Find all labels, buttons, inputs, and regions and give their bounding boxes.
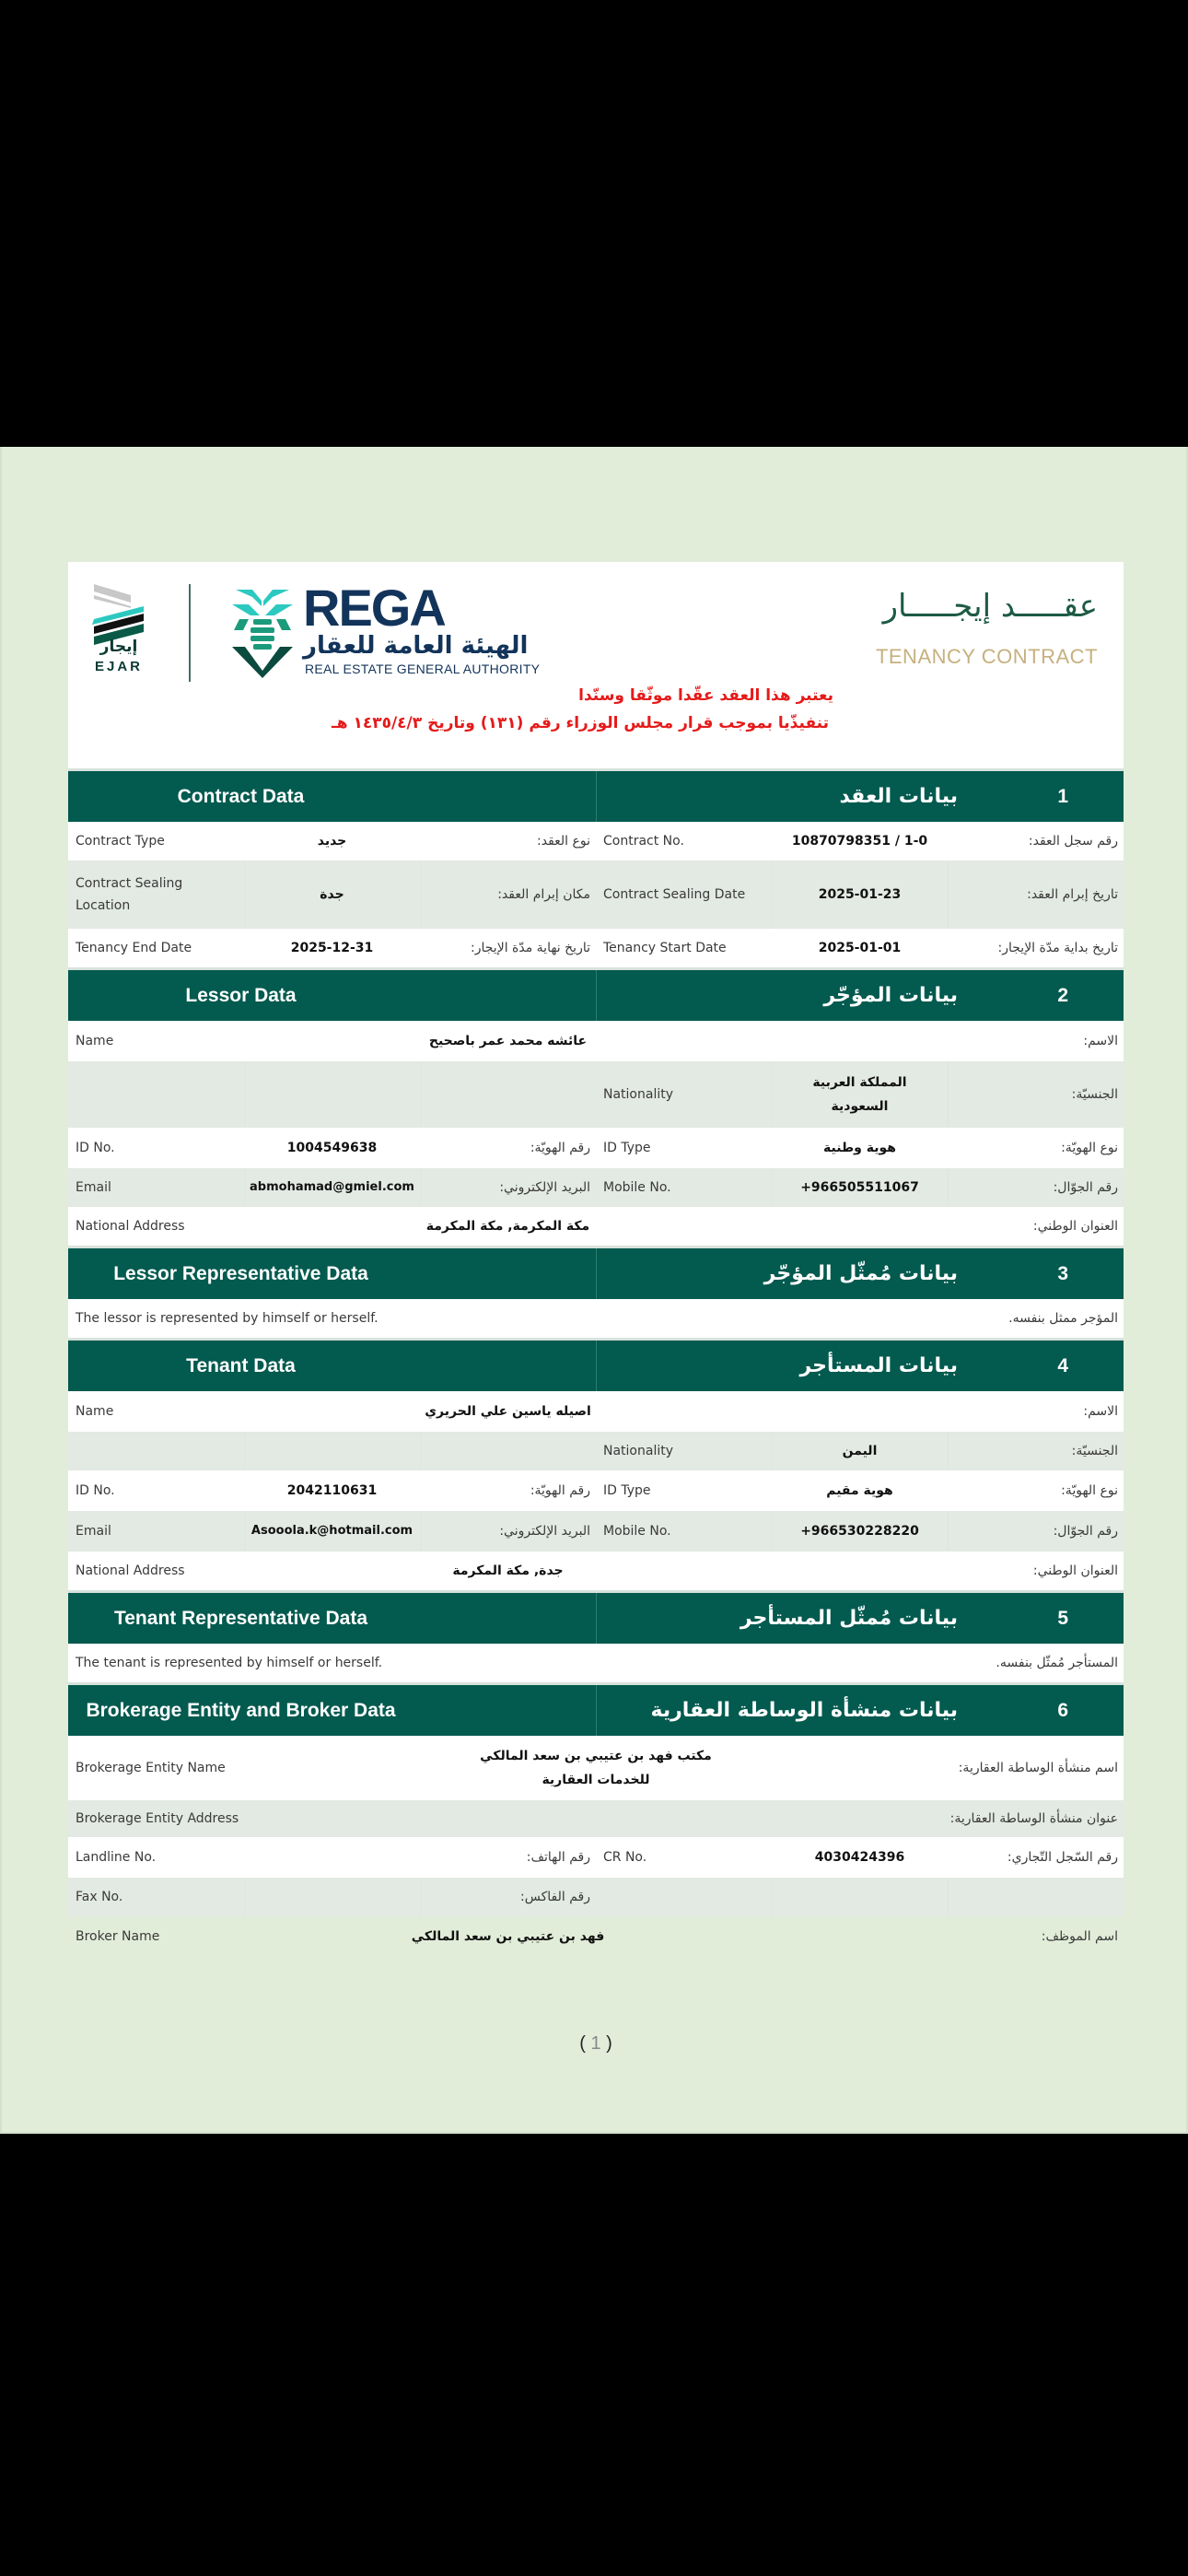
lessor-id-type-value: هوية وطنية [823, 1141, 896, 1155]
label-ar: رقم الجوّال: [1053, 1180, 1118, 1195]
label-ar: رقم الجوّال: [1053, 1524, 1118, 1539]
tenant-email-value: Asooola.k@hotmail.com [250, 1524, 413, 1538]
broker-name-value: فهد بن عتيبي بن سعد المالكي [411, 1929, 605, 1944]
lessor-rep-text-en: The lessor is represented by himself or herself. [76, 1311, 379, 1326]
lessor-address-value: مكة المكرمة, مكة المكرمة [425, 1219, 590, 1234]
label-en: ID Type [603, 1141, 651, 1155]
label-ar: رقم الهويّة: [530, 1141, 590, 1155]
table-row [68, 1800, 1124, 1837]
label-en: Tenancy End Date [76, 941, 192, 955]
table-row [68, 1299, 1124, 1338]
section-header-tenant [68, 1338, 1124, 1391]
label-ar: رقم الهويّة: [530, 1483, 590, 1498]
label-ar: تاريخ نهاية مدّة الإيجار: [471, 941, 590, 955]
page-number-open: ( [579, 2033, 586, 2054]
sealing-date-value: 2025-01-23 [818, 887, 902, 902]
header-divider [596, 1341, 597, 1391]
page-number [2, 2033, 1188, 2055]
label-ar: البريد الإلكتروني: [499, 1180, 590, 1195]
section-title-ar: بيانات المؤجّر [823, 984, 958, 1007]
label-ar: اسم منشأة الوساطة العقارية: [958, 1761, 1118, 1775]
brokerage-entity-address-value [244, 1800, 772, 1837]
label-ar: الاسم: [1083, 1034, 1118, 1048]
label-en: ID No. [76, 1141, 115, 1155]
label-ar: نوع الهويّة: [1061, 1141, 1118, 1155]
label-en: Mobile No. [603, 1180, 671, 1195]
label-ar: الجنسيّة: [1071, 1087, 1118, 1102]
document-page [0, 447, 1188, 2134]
label-ar: مكان إبرام العقد: [497, 887, 590, 902]
label-ar: اسم الموظف: [1041, 1929, 1118, 1944]
table-row [68, 1511, 1124, 1551]
cr-no-value: 4030424396 [814, 1850, 905, 1865]
label-en: Broker Name [76, 1929, 160, 1944]
fax-value [244, 1878, 420, 1916]
table-row [68, 1837, 1124, 1878]
label-en: Contract Sealing Location [76, 876, 183, 913]
document-title-ar: عقـــــد إيجـــــار [882, 588, 1098, 625]
column-divider [420, 1432, 421, 1470]
section-number: 2 [1057, 985, 1068, 1006]
table-row [68, 1551, 1124, 1590]
label-en: Contract No. [603, 834, 684, 849]
label-ar: الاسم: [1083, 1404, 1118, 1419]
section-title-ar: بيانات مُمثّل المستأجر [740, 1607, 958, 1630]
label-ar: العنوان الوطني: [1032, 1563, 1118, 1578]
label-ar: رقم الهاتف: [526, 1850, 590, 1865]
table-row [68, 1432, 1124, 1470]
label-ar: نوع الهويّة: [1061, 1483, 1118, 1498]
label-ar: عنوان منشأة الوساطة العقارية: [949, 1811, 1118, 1826]
rega-palm-logo-icon [230, 586, 295, 678]
section-header-contract [68, 768, 1124, 822]
label-en: CR No. [603, 1850, 647, 1865]
label-ar: رقم سجل العقد: [1028, 834, 1118, 849]
tenant-rep-text-ar: المستأجر مُمثّل بنفسه. [996, 1656, 1118, 1670]
label-ar: رقم الفاكس: [520, 1890, 590, 1904]
section-title-ar: بيانات المستأجر [799, 1354, 958, 1377]
lessor-id-no-value: 1004549638 [286, 1141, 378, 1155]
table-row [68, 929, 1124, 967]
lessor-mobile-value: +966505511067 [800, 1180, 919, 1195]
header-divider [596, 1593, 597, 1644]
label-en: Nationality [603, 1087, 674, 1102]
start-date-value: 2025-01-01 [818, 941, 902, 955]
table-row [68, 1470, 1124, 1511]
section-header-lessor-rep [68, 1246, 1124, 1299]
table-row [68, 1878, 1124, 1916]
table-row [68, 1168, 1124, 1207]
header-divider [596, 771, 597, 822]
contract-card [68, 562, 1124, 1944]
section-number: 5 [1057, 1608, 1068, 1629]
landline-value [244, 1837, 420, 1878]
end-date-value: 2025-12-31 [290, 941, 374, 955]
logo-divider [189, 584, 191, 682]
table-row [68, 1391, 1124, 1432]
section-number: 3 [1057, 1263, 1068, 1284]
brokerage-entity-name-value: مكتب فهد بن عتيبي بن سعد المالكي للخدمات العقارية [480, 1749, 712, 1787]
label-ar: رقم السّجل التّجاري: [1007, 1850, 1118, 1865]
section-title-en: Lessor Data [185, 985, 297, 1006]
lessor-nationality-value: المملكة العربية السعودية [812, 1075, 907, 1114]
label-en: Brokerage Entity Name [76, 1761, 226, 1775]
tenant-rep-text-en: The tenant is represented by himself or herself. [76, 1656, 383, 1670]
section-number: 4 [1057, 1355, 1068, 1376]
lessor-rep-text-ar: المؤجر ممثل بنفسه. [1008, 1311, 1118, 1326]
ejar-logo-ar: إيجار [99, 638, 138, 656]
lessor-name-value: عائشه محمد عمر باصحيح [428, 1034, 588, 1048]
table-row [68, 1061, 1124, 1128]
section-title-en: Contract Data [177, 786, 305, 807]
table-row [68, 1916, 1124, 1957]
section-title-en: Lessor Representative Data [113, 1263, 368, 1284]
label-en: Name [76, 1034, 114, 1048]
table-row [68, 861, 1124, 929]
tenant-id-no-value: 2042110631 [286, 1483, 378, 1498]
label-en: Name [76, 1404, 114, 1419]
label-en: Contract Sealing Date [603, 887, 746, 902]
rega-logo-en: REAL ESTATE GENERAL AUTHORITY [305, 662, 541, 676]
table-row [68, 1644, 1124, 1682]
column-divider [244, 1061, 245, 1128]
label-ar: الجنسيّة: [1071, 1444, 1118, 1458]
section-header-brokerage [68, 1682, 1124, 1736]
label-en: Landline No. [76, 1850, 157, 1865]
table-row [68, 1021, 1124, 1061]
header-divider [596, 1248, 597, 1299]
tenant-name-value: اصيله ياسين علي الحريري [425, 1404, 591, 1419]
tenant-nationality-value: اليمن [842, 1444, 878, 1458]
label-en: ID No. [76, 1483, 115, 1498]
label-en: National Address [76, 1219, 185, 1234]
table-row [68, 822, 1124, 861]
label-ar: تاريخ بداية مدّة الإيجار: [997, 941, 1118, 955]
rega-logo-ar: الهيئة العامة للعقار [303, 632, 529, 660]
rega-logo-name: REGA [303, 579, 445, 637]
label-en: Brokerage Entity Address [76, 1811, 239, 1826]
section-title-ar: بيانات منشأة الوساطة العقارية [650, 1699, 958, 1722]
sealing-location-value: جدة [320, 887, 344, 902]
column-divider [244, 1432, 245, 1470]
page-number-close: ) [606, 2033, 612, 2054]
label-en: Nationality [603, 1444, 674, 1458]
label-en: Email [76, 1524, 111, 1539]
section-title-ar: بيانات العقد [839, 785, 958, 808]
table-row [68, 1128, 1124, 1168]
label-en: National Address [76, 1563, 185, 1578]
label-ar: تاريخ إبرام العقد: [1027, 887, 1118, 902]
section-number: 6 [1057, 1700, 1068, 1721]
section-title-en: Tenant Representative Data [113, 1608, 368, 1629]
section-title-en: Brokerage Entity and Broker Data [86, 1700, 396, 1721]
table-row [68, 1736, 1124, 1800]
page-number-value: 1 [590, 2033, 601, 2054]
tenant-address-value: جدة, مكة المكرمة [452, 1563, 564, 1578]
header-divider [596, 1685, 597, 1736]
section-header-tenant-rep [68, 1590, 1124, 1644]
tenant-mobile-value: +966530228220 [800, 1524, 919, 1539]
ejar-logo-en: EJAR [94, 659, 143, 674]
label-ar: العنوان الوطني: [1032, 1219, 1118, 1234]
column-divider [420, 1061, 421, 1128]
tenant-id-type-value: هوية مقيم [826, 1483, 893, 1498]
label-en: Contract Type [76, 834, 165, 849]
document-title-en: TENANCY CONTRACT [875, 645, 1098, 668]
table-row [68, 1207, 1124, 1246]
header-divider [596, 970, 597, 1021]
column-divider [948, 1878, 949, 1916]
label-ar: البريد الإلكتروني: [499, 1524, 590, 1539]
label-en: Fax No. [76, 1890, 123, 1904]
section-title-ar: بيانات مُمثّل المؤجّر [763, 1262, 958, 1285]
notice-line-2: تنفيذّيا بموجب قرار مجلس الوزراء رقم (١٣١) وتاريخ ١٤٣٥/٤/٣ هـ [331, 714, 829, 732]
contract-no-value: 10870798351 / 1-0 [791, 834, 928, 849]
lessor-email-value: abmohamad@gmiel.com [250, 1180, 414, 1194]
section-number: 1 [1057, 786, 1068, 807]
section-title-en: Tenant Data [186, 1355, 296, 1376]
label-en: Mobile No. [603, 1524, 671, 1539]
label-ar: نوع العقد: [537, 834, 590, 849]
label-en: Tenancy Start Date [603, 941, 727, 955]
notice-line-1: يعتبر هذا العقد عقّدا موثّقا وسنّدا [578, 686, 833, 705]
column-divider [772, 1878, 773, 1916]
contract-type-value: جديد [317, 834, 347, 849]
label-en: ID Type [603, 1483, 651, 1498]
label-en: Email [76, 1180, 111, 1195]
section-header-lessor [68, 967, 1124, 1021]
